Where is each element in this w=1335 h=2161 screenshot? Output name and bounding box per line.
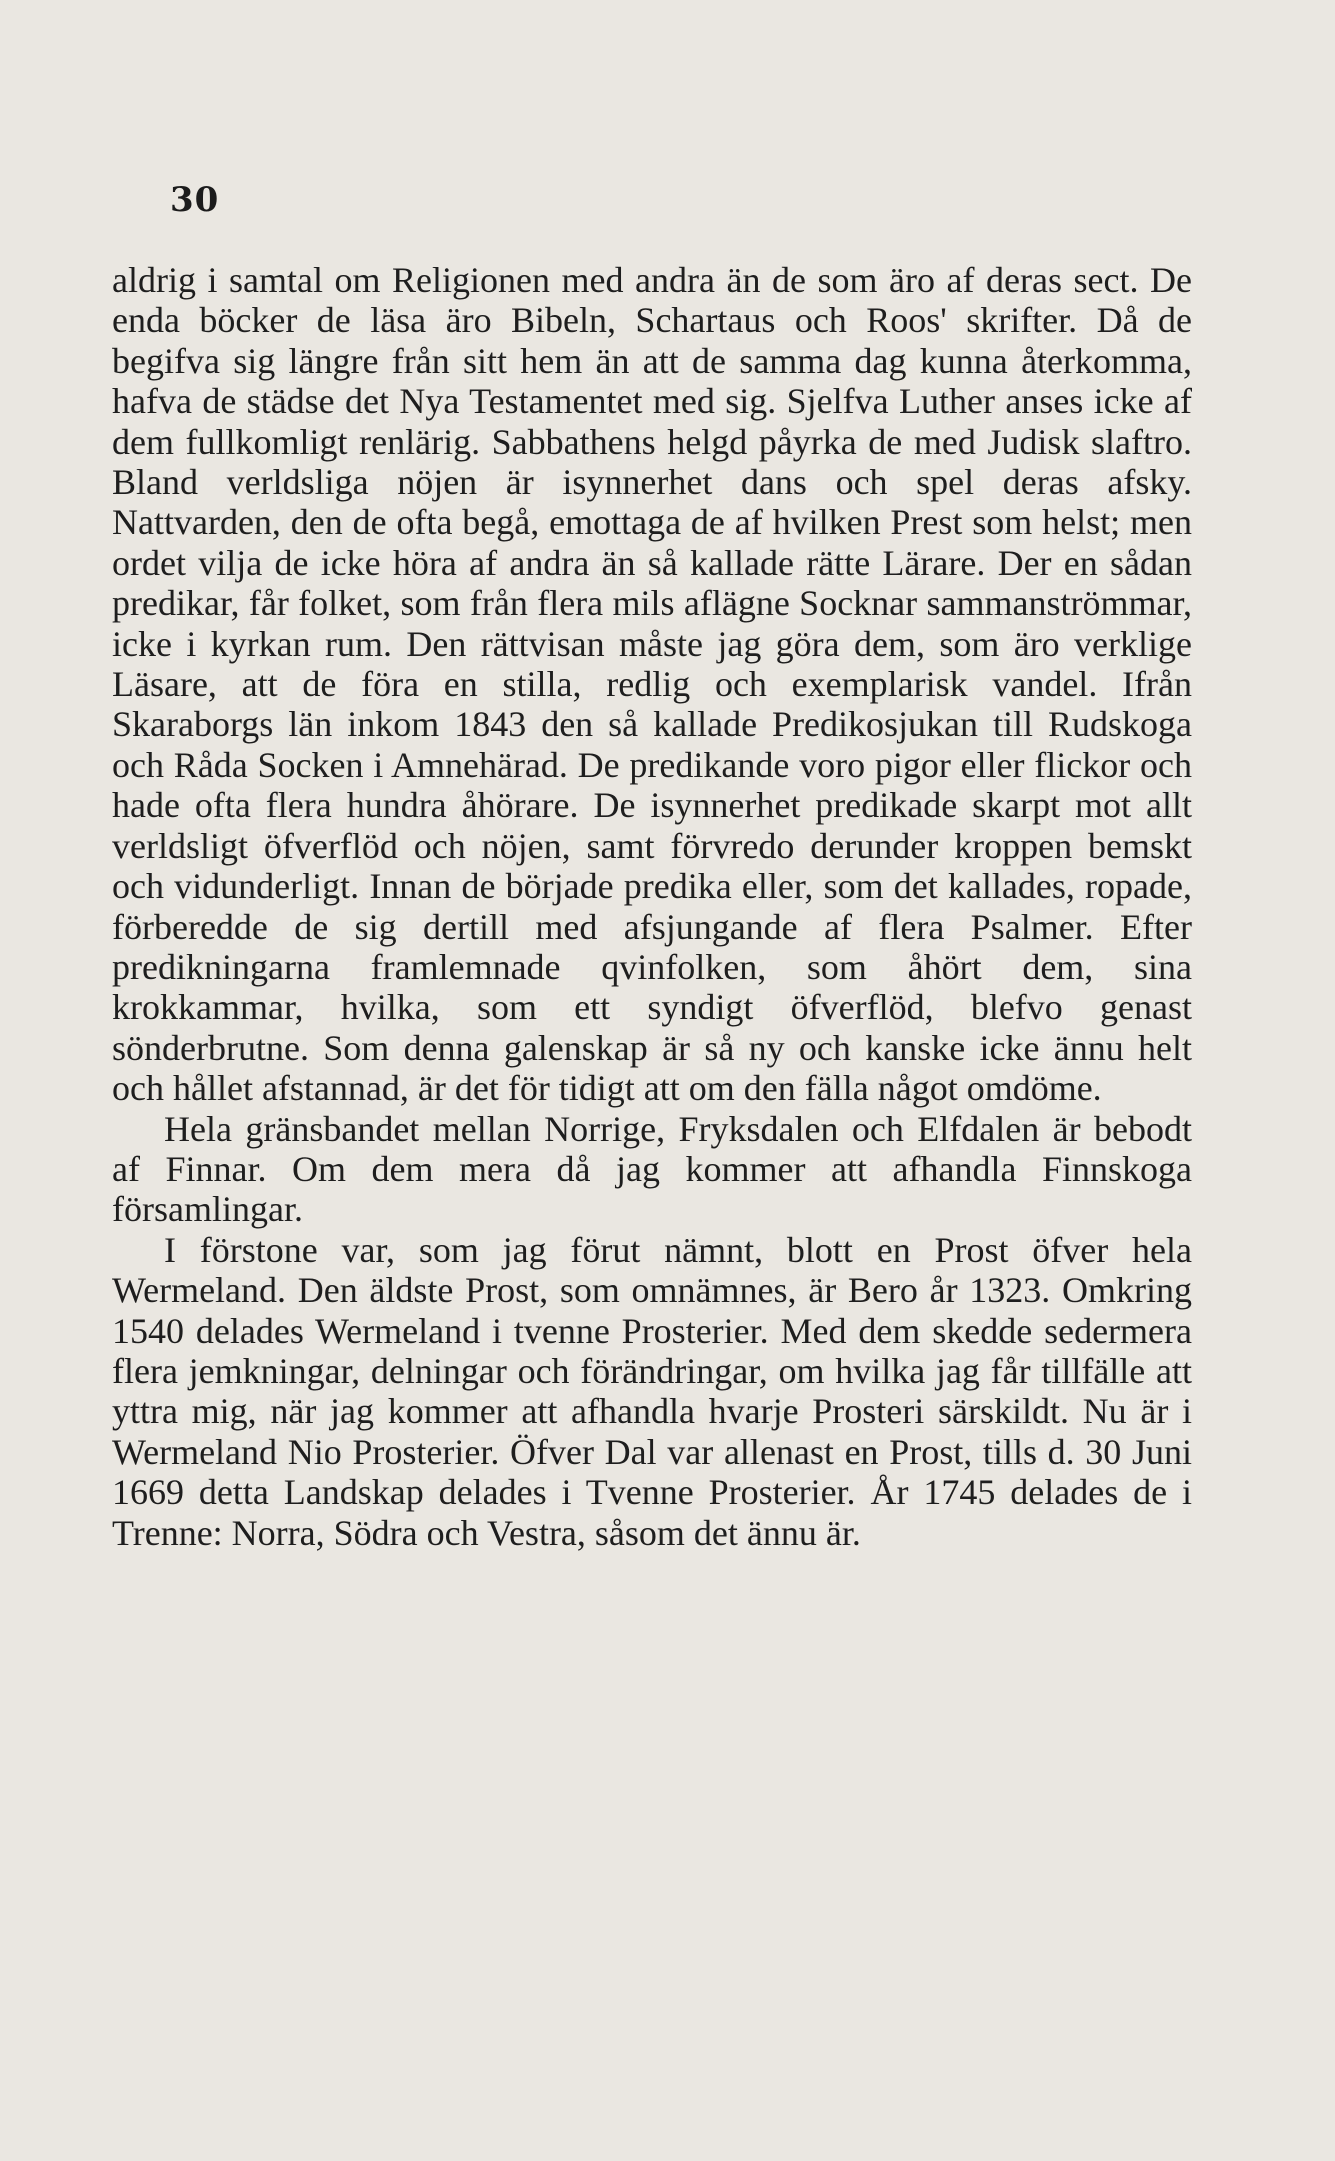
paragraph-deaneries: I förstone var, som jag förut nämnt, blott en Prost öfver hela Wermeland. Den äldste Prost, som omnämnes, är Bero år 1323. Omkring 1540 delades Wermeland i tvenne Prosterier. Med dem skedde sedermera flera jemkningar, delningar och förändringar, om hvilka jag får tillfälle att yttra mig, när jag kommer att afhandla hvarje Prosteri särskildt. Nu är i Wermeland Nio Prosterier. Öfver Dal var allenast en Prost, tills d. 30 Juni 1669 detta Landskap delades i Tvenne Prosterier. År 1745 delades de i Trenne: Norra, Södra och Vestra, såsom det ännu är.: [112, 1229, 1192, 1553]
paragraph-finnish-settlers: Hela gränsbandet mellan Norrige, Fryksdalen och Elfdalen är bebodt af Finnar. Om dem mera då jag kommer att afhandla Finnskoga församlingar.: [112, 1108, 1192, 1230]
paragraph-readers-customs: aldrig i samtal om Religionen med andra än de som äro af deras sect. De enda böcker de läsa äro Bibeln, Schartaus och Roos' skrifter. Då de begifva sig längre från sitt hem än att de samma dag kunna återkomma, hafva de städse det Nya Testamentet med sig. Sjelfva Luther anses icke af dem fullkomligt renlärig. Sabbathens helgd påyrka de med Judisk slaftro. Bland verldsliga nöjen är isynnerhet dans och spel deras afsky. Nattvarden, den de ofta begå, emottaga de af hvilken Prest som helst; men ordet vilja de icke höra af andra än så kallade rätte Lärare. Der en sådan predikar, får folket, som från flera mils aflägne Socknar sammanströmmar, icke i kyrkan rum. Den rättvisan måste jag göra dem, som äro verklige Läsare, att de föra en stilla, redlig och exemplarisk vandel. Ifrån Skaraborgs län inkom 1843 den så kallade Predikosjukan till Rudskoga och Råda Socken i Amnehärad. De predikande voro pigor eller flickor och hade ofta flera hundra åhörare. De isynnerhet predikade skarpt mot allt verldsligt öfverflöd och nöjen, samt förvredo derunder kroppen bemskt och vidunderligt. Innan de började predika eller, som det kallades, ropade, förberedde de sig dertill med afsjungande af flera Psalmer. Efter predikningarna framlemnade qvinfolken, som åhört dem, sina krokkammar, hvilka, som ett syndigt öfverflöd, blefvo genast sönderbrutne. Som denna galenskap är så ny och kanske icke ännu helt och hållet afstannad, är det för tidigt att om den fälla något omdöme.: [112, 260, 1192, 1109]
body-text: [112, 260, 1192, 1553]
page-number: 30: [170, 180, 220, 220]
